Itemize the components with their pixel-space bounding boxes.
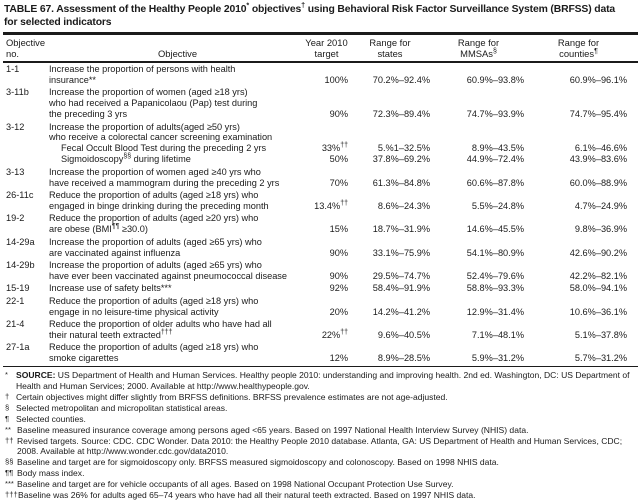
footnote-marker: ** xyxy=(5,424,11,434)
table-row xyxy=(3,212,638,235)
row-counties-range: 5.1%–37.8% xyxy=(574,329,627,340)
row-target-value: 15% xyxy=(329,224,348,235)
row-counties-range: 58.0%–94.1% xyxy=(569,283,627,294)
row-counties-range: 42.6%–90.2% xyxy=(569,247,627,258)
row-counties-range: 60.9%–96.1% xyxy=(569,74,627,85)
footnote-item xyxy=(5,479,637,490)
objective-line: Increase the proportion of women aged ≥40 yrs who xyxy=(49,166,261,177)
row-objective-text xyxy=(46,317,305,340)
column-header-states-line1: Range for xyxy=(369,36,411,48)
footnote-marker: ††† xyxy=(5,490,18,500)
objective-line: Increase the proportion of adults(aged ≥50 yrs) xyxy=(49,121,240,132)
indicators-table-body xyxy=(3,63,638,365)
row-objective-text xyxy=(46,258,305,281)
row-states-range: 18.7%–31.9% xyxy=(372,224,430,235)
subrow-counties-range: 6.1%–46.6% xyxy=(574,143,627,154)
table-row xyxy=(3,86,638,120)
row-mmsa-range xyxy=(432,120,529,165)
row-objective-text xyxy=(46,188,305,211)
subrow-label-post: during lifetime xyxy=(131,154,191,165)
table-row xyxy=(3,258,638,281)
row-target-value xyxy=(305,188,350,211)
target-number: 13.4% xyxy=(314,200,341,211)
subrow-states-range: 5.%1–32.5% xyxy=(377,143,430,154)
column-header-target-line2: target xyxy=(314,48,339,59)
footnote-text: Selected metropolitan and micropolitan statistical areas. xyxy=(16,402,228,413)
row-mmsa-range: 58.8%–93.3% xyxy=(466,283,524,294)
row-counties-range: 4.7%–24.9% xyxy=(574,200,627,211)
footnote-item xyxy=(5,436,637,457)
row-objective-no: 14-29a xyxy=(6,236,35,247)
footnote-item xyxy=(5,490,637,501)
target-footnote-marker: †† xyxy=(340,328,348,336)
row-states-range: 8.6%–24.3% xyxy=(377,200,430,211)
table-header xyxy=(3,35,638,62)
target-footnote-marker: †† xyxy=(340,199,348,207)
footnote-text: Revised targets. Source: CDC. CDC Wonder. Data 2010: the Healthy People 2010 database. Atlanta, GA: US Department of Health and Human Services, CDC; 2008. Available at http://www.wonder.cdc.gov/data2010. xyxy=(17,435,623,457)
row-objective-no: 21-4 xyxy=(6,318,25,329)
subrow-label-pre: Sigmoidoscopy xyxy=(61,154,124,165)
objective-line: the preceding 3 yrs xyxy=(49,109,128,120)
row-target-value: 90% xyxy=(329,109,348,120)
objective-subrow-label xyxy=(49,154,305,165)
objective-line: Increase the proportion of women (aged ≥18 yrs) xyxy=(49,87,248,98)
table-row xyxy=(3,235,638,258)
table-header-row xyxy=(3,35,638,62)
objective-footnote-marker: ¶¶ xyxy=(111,223,120,231)
footnote-text: Selected counties. xyxy=(16,413,86,424)
row-objective-no: 22-1 xyxy=(6,295,25,306)
footnote-marker: §§ xyxy=(5,457,14,467)
objective-line: are vaccinated against influenza xyxy=(49,247,181,258)
title-sup-asterisk: * xyxy=(246,0,250,10)
row-objective-text xyxy=(46,282,305,294)
subrow-mmsa-range: 44.9%–72.4% xyxy=(466,154,524,165)
footnote-text: Baseline measured insurance coverage among persons aged <65 years. Based on 1997 National Health Interview Survey (NHIS) data. xyxy=(17,424,529,435)
footnote-item xyxy=(5,457,637,468)
footnote-text: Baseline was 26% for adults aged 65–74 years who have had all their natural teeth extracted. Based on 1997 NHIS data. xyxy=(18,490,476,501)
row-objective-text xyxy=(46,86,305,120)
row-states-range: 61.3%–84.8% xyxy=(372,177,430,188)
row-objective-text xyxy=(46,294,305,317)
row-target-value: 12% xyxy=(329,353,348,364)
row-mmsa-range: 14.6%–45.5% xyxy=(466,224,524,235)
objective-line: have received a mammogram during the preceding 2 yrs xyxy=(49,177,280,188)
subrow-footnote-marker: §§ xyxy=(123,153,132,161)
row-counties-range: 10.6%–36.1% xyxy=(569,306,627,317)
subrow-target-value xyxy=(305,143,348,154)
column-header-mmsa-line2: MMSAs xyxy=(460,48,493,59)
footnotes-block xyxy=(5,370,637,501)
row-mmsa-range: 74.7%–93.9% xyxy=(466,109,524,120)
objective-line: Increase the proportion of adults (aged ≥65 yrs) who xyxy=(49,236,262,247)
subrow-target-value: 50% xyxy=(329,154,348,165)
row-mmsa-range: 60.6%–87.8% xyxy=(466,177,524,188)
column-header-mmsa-footnote-marker: § xyxy=(492,47,497,55)
objective-subrow-label: Fecal Occult Blood Test during the preceding 2 yrs xyxy=(61,143,267,154)
row-mmsa-range: 7.1%–48.1% xyxy=(471,329,524,340)
footnote-marker: †† xyxy=(5,435,14,445)
objective-line: engage in no leisure-time physical activity xyxy=(49,306,219,317)
subrow-states-range: 37.8%–69.2% xyxy=(372,154,430,165)
footnote-body: US Department of Health and Human Services. Healthy people 2010: understanding and improving health. 2nd ed. Washington, DC: US Department of Health and Human Services; 2000. Available at http://www.healthypeople.gov. xyxy=(16,370,630,391)
row-states-range: 29.5%–74.7% xyxy=(372,270,430,281)
footnote-item xyxy=(5,425,637,436)
footnote-marker: *** xyxy=(5,479,14,489)
title-sup-dagger: † xyxy=(301,0,305,10)
table-row xyxy=(3,282,638,294)
footnote-item xyxy=(5,370,637,391)
row-target-value: 92% xyxy=(329,283,348,294)
row-counties-range: 74.7%–95.4% xyxy=(569,109,627,120)
row-states-range: 8.9%–28.5% xyxy=(377,353,430,364)
objective-footnote-marker: ††† xyxy=(160,328,173,336)
objective-line-post: ≥30.0) xyxy=(119,224,148,235)
row-target-value: 20% xyxy=(329,306,348,317)
row-states-range: 58.4%–91.9% xyxy=(372,283,430,294)
row-counties-range: 42.2%–82.1% xyxy=(569,270,627,281)
table-row xyxy=(3,120,638,165)
footnote-text: Body mass index. xyxy=(17,468,85,479)
objective-line: insurance** xyxy=(49,74,96,85)
row-target-value xyxy=(305,120,350,165)
footnote-item xyxy=(5,392,637,403)
row-objective-no: 1-1 xyxy=(6,64,20,74)
title-line2: for selected indicators xyxy=(4,17,112,29)
row-target-value: 90% xyxy=(329,270,348,281)
column-header-range-counties xyxy=(529,35,638,62)
row-mmsa-range: 12.9%–31.4% xyxy=(466,306,524,317)
table-row xyxy=(3,317,638,340)
column-header-mmsa-line1: Range for xyxy=(457,36,500,48)
row-states-range: 9.6%–40.5% xyxy=(377,329,430,340)
row-target-value: 90% xyxy=(329,247,348,258)
table-body xyxy=(3,63,638,365)
row-target-value: 100% xyxy=(324,74,348,85)
objective-line-pre: their natural teeth extracted xyxy=(49,329,161,340)
footnote-item xyxy=(5,414,637,425)
row-objective-no: 26-11c xyxy=(6,189,34,200)
objective-line: who receive a colorectal cancer screening examination xyxy=(49,132,273,143)
title-line1-post: using Behavioral Risk Factor Surveillance System (BRFSS) data xyxy=(305,4,616,15)
objective-line xyxy=(49,330,305,341)
objective-line: smoke cigarettes xyxy=(49,353,119,364)
objective-line xyxy=(49,224,305,235)
row-objective-no: 3-12 xyxy=(6,121,25,132)
row-counties-range: 60.0%–88.9% xyxy=(569,177,627,188)
row-objective-text xyxy=(46,235,305,258)
column-header-range-mmsas xyxy=(432,35,529,62)
objective-line: Reduce the proportion of adults (aged ≥18 yrs) who xyxy=(49,189,259,200)
subrow-target-number: 33% xyxy=(321,143,341,154)
target-number: 22% xyxy=(321,329,341,340)
row-states-range: 14.2%–41.2% xyxy=(372,306,430,317)
table-row xyxy=(3,165,638,188)
row-states-range: 72.3%–89.4% xyxy=(372,109,430,120)
row-objective-no: 15-19 xyxy=(6,283,30,294)
table-row xyxy=(3,294,638,317)
objective-line: Reduce the proportion of older adults who have had all xyxy=(49,318,272,329)
footnote-marker: † xyxy=(5,391,10,401)
column-header-counties-footnote-marker: ¶ xyxy=(594,47,598,55)
column-header-states-line2: states xyxy=(377,48,403,59)
title-line1-mid: objectives xyxy=(249,4,302,15)
row-mmsa-range: 52.4%–79.6% xyxy=(466,270,524,281)
row-target-value xyxy=(305,317,350,340)
row-states-range: 33.1%–75.9% xyxy=(372,247,430,258)
row-objective-text xyxy=(46,341,305,364)
row-states-range: 70.2%–92.4% xyxy=(372,74,430,85)
indicators-table xyxy=(3,35,638,62)
objective-line: who had received a Papanicolaou (Pap) test during xyxy=(49,98,258,109)
row-target-value: 70% xyxy=(329,177,348,188)
column-header-target-line1: Year 2010 xyxy=(305,36,348,48)
footnote-text: Certain objectives might differ slightly from BRFSS definitions. BRFSS prevalence estimates are not age-adjusted. xyxy=(16,391,448,402)
row-objective-text xyxy=(46,165,305,188)
footnote-marker: ¶¶ xyxy=(5,468,14,478)
objective-line: Reduce the proportion of adults (aged ≥20 yrs) who xyxy=(49,213,259,224)
objective-line: Reduce the proportion of adults (aged ≥18 yrs) who xyxy=(49,295,259,306)
objective-line: Increase the proportion of adults (aged ≥65 yrs) who xyxy=(49,259,262,270)
row-objective-text xyxy=(46,120,305,165)
title-line1-pre: TABLE 67. Assessment of the Healthy People 2010 xyxy=(4,4,247,15)
footnote-marker: ¶ xyxy=(5,413,10,423)
footnote-item xyxy=(5,403,637,414)
footnote-text: Baseline and target are for vehicle occupants of all ages. Based on 1998 National Occupant Protection Use Survey. xyxy=(17,479,454,490)
row-counties-range: 9.8%–36.9% xyxy=(574,224,627,235)
row-states-range xyxy=(350,120,432,165)
subrow-target-footnote-marker: †† xyxy=(340,142,348,150)
row-mmsa-range: 5.5%–24.8% xyxy=(471,200,524,211)
table-row xyxy=(3,188,638,211)
objective-line: Increase the proportion of persons with health xyxy=(49,64,236,74)
column-header-counties-line2: counties xyxy=(559,48,595,59)
objective-line: engaged in binge drinking during the preceding month xyxy=(49,200,269,211)
column-header-counties-line1: Range for xyxy=(557,36,600,48)
subrow-counties-range: 43.9%–83.6% xyxy=(569,154,627,165)
column-header-range-states xyxy=(350,35,432,62)
row-objective-no: 27-1a xyxy=(6,342,30,353)
row-counties-range xyxy=(529,120,638,165)
footnote-text: Baseline and target are for sigmoidoscopy only. BRFSS measured sigmoidoscopy and colonoscopy. Based on 1998 NHIS data. xyxy=(17,457,499,468)
column-header-objective: Objective xyxy=(158,48,198,59)
table-row xyxy=(3,63,638,86)
objective-line: Reduce the proportion of adults (aged ≥18 yrs) who xyxy=(49,342,259,353)
footnote-item xyxy=(5,468,637,479)
subrow-mmsa-range: 8.9%–43.5% xyxy=(471,143,524,154)
row-objective-text xyxy=(46,63,305,86)
footnote-marker: * xyxy=(5,370,8,380)
row-objective-no: 3-13 xyxy=(6,166,25,177)
column-header-year-2010-target xyxy=(305,35,350,62)
table-title xyxy=(0,0,641,29)
table-row xyxy=(3,341,638,364)
row-objective-no: 14-29b xyxy=(6,259,35,270)
footnote-source-label: SOURCE: xyxy=(16,370,56,381)
row-mmsa-range: 54.1%–80.9% xyxy=(466,247,524,258)
row-objective-text xyxy=(46,212,305,235)
row-objective-no: 19-2 xyxy=(6,213,25,224)
objective-line-pre: are obese (BMI xyxy=(49,224,112,235)
table-rule-bottom xyxy=(3,366,638,367)
footnote-marker: § xyxy=(5,402,10,412)
row-objective-no: 3-11b xyxy=(6,87,29,98)
footnote-text xyxy=(16,370,637,391)
objective-line: Increase use of safety belts*** xyxy=(49,283,172,294)
row-mmsa-range: 5.9%–31.2% xyxy=(471,353,524,364)
row-mmsa-range: 60.9%–93.8% xyxy=(466,74,524,85)
column-header-objective-no: Objective no. xyxy=(6,36,46,59)
row-counties-range: 5.7%–31.2% xyxy=(574,353,627,364)
objective-line: have ever been vaccinated against pneumococcal disease xyxy=(49,270,288,281)
